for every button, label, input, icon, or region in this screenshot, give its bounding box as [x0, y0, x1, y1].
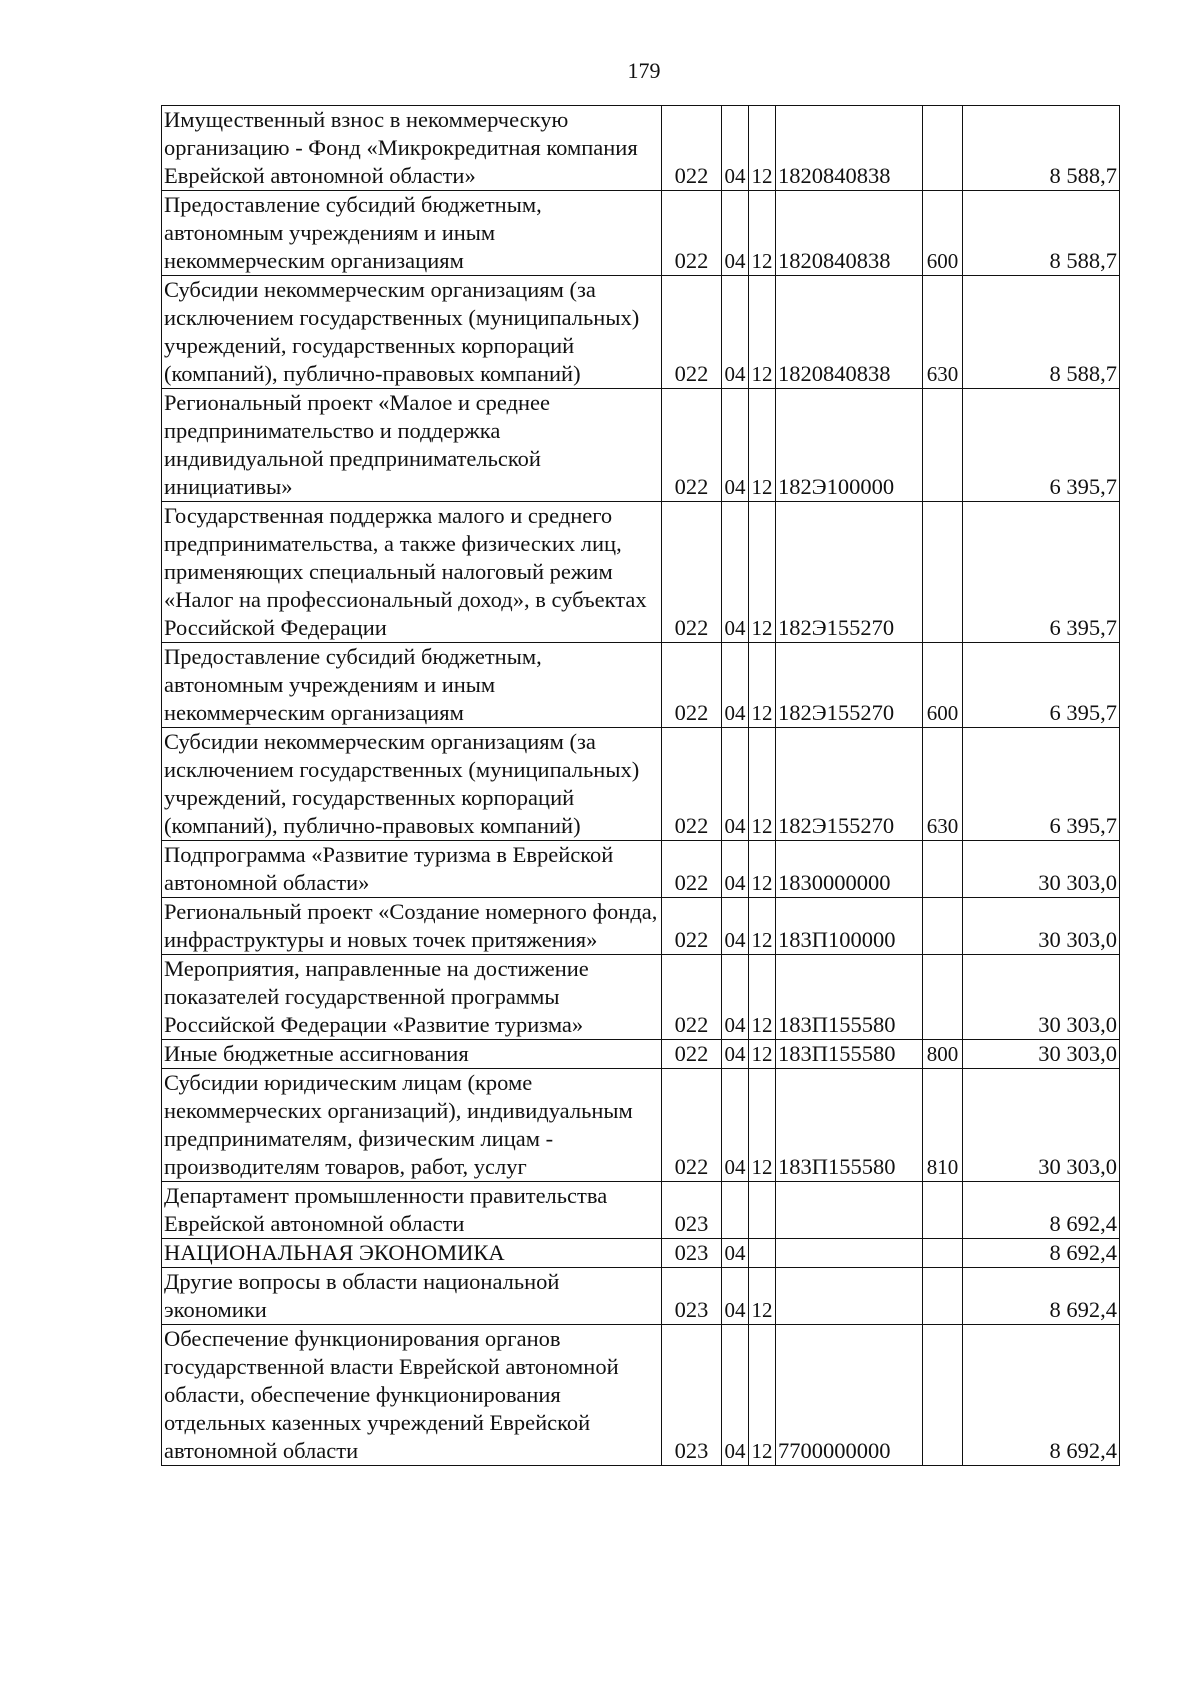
row-section-code: 04 — [722, 841, 749, 898]
row-subsection-code: 12 — [749, 1069, 776, 1182]
row-target-code: 182Э155270 — [776, 502, 923, 643]
table-row — [162, 1182, 1120, 1239]
row-target-code: 1830000000 — [776, 841, 923, 898]
row-expense-type — [923, 1239, 963, 1268]
row-admin-code: 022 — [662, 502, 722, 643]
row-admin-code: 022 — [662, 728, 722, 841]
row-expense-type — [923, 106, 963, 191]
row-name: НАЦИОНАЛЬНАЯ ЭКОНОМИКА — [162, 1239, 662, 1268]
row-target-code: 183П100000 — [776, 898, 923, 955]
row-target-code: 183П155580 — [776, 1040, 923, 1069]
row-expense-type — [923, 841, 963, 898]
row-name: Региональный проект «Создание номерного фонда, инфраструктуры и новых точек притяжения» — [162, 898, 662, 955]
row-name: Предоставление субсидий бюджетным, автономным учреждениям и иным некоммерческим организациям — [162, 191, 662, 276]
row-name: Обеспечение функционирования органов государственной власти Еврейской автономной области, обеспечение функционирования отдельных казенных учреждений Еврейской автономной области — [162, 1325, 662, 1466]
table-row — [162, 1268, 1120, 1325]
row-section-code: 04 — [722, 955, 749, 1040]
row-section-code: 04 — [722, 191, 749, 276]
row-expense-type: 600 — [923, 191, 963, 276]
row-name: Предоставление субсидий бюджетным, автономным учреждениям и иным некоммерческим организациям — [162, 643, 662, 728]
row-section-code — [722, 1182, 749, 1239]
row-expense-type: 800 — [923, 1040, 963, 1069]
row-section-code: 04 — [722, 1239, 749, 1268]
row-target-code: 182Э155270 — [776, 643, 923, 728]
row-target-code — [776, 1182, 923, 1239]
row-admin-code: 022 — [662, 841, 722, 898]
row-name: Государственная поддержка малого и среднего предпринимательства, а также физических лиц, применяющих специальный налоговый режим «Налог на профессиональный доход», в субъектах Российской Федерации — [162, 502, 662, 643]
budget-table-body — [162, 106, 1120, 1466]
row-subsection-code — [749, 1239, 776, 1268]
row-name: Департамент промышленности правительства Еврейской автономной области — [162, 1182, 662, 1239]
row-amount: 8 588,7 — [963, 191, 1120, 276]
row-name: Имущественный взнос в некоммерческую организацию - Фонд «Микрокредитная компания Еврейской автономной области» — [162, 106, 662, 191]
row-section-code: 04 — [722, 1040, 749, 1069]
row-target-code: 1820840838 — [776, 191, 923, 276]
table-row — [162, 1325, 1120, 1466]
row-target-code: 7700000000 — [776, 1325, 923, 1466]
row-subsection-code — [749, 1182, 776, 1239]
row-admin-code: 022 — [662, 106, 722, 191]
row-target-code: 183П155580 — [776, 1069, 923, 1182]
row-name: Подпрограмма «Развитие туризма в Еврейской автономной области» — [162, 841, 662, 898]
row-section-code: 04 — [722, 389, 749, 502]
row-expense-type: 600 — [923, 643, 963, 728]
row-name: Региональный проект «Малое и среднее предпринимательство и поддержка индивидуальной предпринимательской инициативы» — [162, 389, 662, 502]
row-name: Субсидии некоммерческим организациям (за исключением государственных (муниципальных) учреждений, государственных корпораций (компаний), публично-правовых компаний) — [162, 728, 662, 841]
table-row — [162, 643, 1120, 728]
table-row — [162, 502, 1120, 643]
row-name: Субсидии юридическим лицам (кроме некоммерческих организаций), индивидуальным предпринимателям, физическим лицам - производителям товаров, работ, услуг — [162, 1069, 662, 1182]
row-name: Мероприятия, направленные на достижение показателей государственной программы Российской Федерации «Развитие туризма» — [162, 955, 662, 1040]
row-name: Иные бюджетные ассигнования — [162, 1040, 662, 1069]
row-amount: 8 692,4 — [963, 1268, 1120, 1325]
row-section-code: 04 — [722, 1069, 749, 1182]
row-subsection-code: 12 — [749, 502, 776, 643]
row-expense-type — [923, 1325, 963, 1466]
table-row — [162, 389, 1120, 502]
row-subsection-code: 12 — [749, 1325, 776, 1466]
row-subsection-code: 12 — [749, 728, 776, 841]
row-amount: 30 303,0 — [963, 841, 1120, 898]
table-row — [162, 1239, 1120, 1268]
row-amount: 30 303,0 — [963, 1069, 1120, 1182]
table-row — [162, 841, 1120, 898]
row-target-code: 182Э100000 — [776, 389, 923, 502]
table-row — [162, 1040, 1120, 1069]
row-amount: 8 588,7 — [963, 276, 1120, 389]
table-row — [162, 191, 1120, 276]
row-subsection-code: 12 — [749, 1040, 776, 1069]
row-amount: 30 303,0 — [963, 1040, 1120, 1069]
row-expense-type — [923, 502, 963, 643]
row-amount: 8 588,7 — [963, 106, 1120, 191]
row-section-code: 04 — [722, 502, 749, 643]
page-number: 179 — [627, 58, 661, 83]
row-section-code: 04 — [722, 106, 749, 191]
row-subsection-code: 12 — [749, 191, 776, 276]
row-admin-code: 022 — [662, 1069, 722, 1182]
row-expense-type — [923, 389, 963, 502]
row-amount: 6 395,7 — [963, 728, 1120, 841]
row-admin-code: 023 — [662, 1239, 722, 1268]
row-admin-code: 022 — [662, 1040, 722, 1069]
row-expense-type — [923, 1182, 963, 1239]
row-amount: 30 303,0 — [963, 955, 1120, 1040]
table-row — [162, 728, 1120, 841]
row-amount: 6 395,7 — [963, 389, 1120, 502]
table-row — [162, 106, 1120, 191]
row-admin-code: 022 — [662, 955, 722, 1040]
table-row — [162, 898, 1120, 955]
row-subsection-code: 12 — [749, 389, 776, 502]
row-section-code: 04 — [722, 1325, 749, 1466]
row-name: Субсидии некоммерческим организациям (за исключением государственных (муниципальных) учреждений, государственных корпораций (компаний), публично-правовых компаний) — [162, 276, 662, 389]
row-admin-code: 023 — [662, 1182, 722, 1239]
row-expense-type — [923, 1268, 963, 1325]
row-amount: 6 395,7 — [963, 502, 1120, 643]
row-target-code — [776, 1239, 923, 1268]
row-expense-type: 810 — [923, 1069, 963, 1182]
row-amount: 8 692,4 — [963, 1182, 1120, 1239]
row-amount: 30 303,0 — [963, 898, 1120, 955]
row-admin-code: 023 — [662, 1325, 722, 1466]
row-name: Другие вопросы в области национальной экономики — [162, 1268, 662, 1325]
row-section-code: 04 — [722, 643, 749, 728]
row-subsection-code: 12 — [749, 276, 776, 389]
row-section-code: 04 — [722, 728, 749, 841]
budget-table — [161, 105, 1120, 1466]
row-expense-type: 630 — [923, 276, 963, 389]
row-subsection-code: 12 — [749, 955, 776, 1040]
row-subsection-code: 12 — [749, 898, 776, 955]
row-target-code: 182Э155270 — [776, 728, 923, 841]
row-target-code: 1820840838 — [776, 106, 923, 191]
row-subsection-code: 12 — [749, 106, 776, 191]
row-target-code: 183П155580 — [776, 955, 923, 1040]
row-section-code: 04 — [722, 898, 749, 955]
row-amount: 8 692,4 — [963, 1239, 1120, 1268]
table-row — [162, 276, 1120, 389]
row-admin-code: 022 — [662, 643, 722, 728]
row-expense-type: 630 — [923, 728, 963, 841]
row-subsection-code: 12 — [749, 1268, 776, 1325]
row-target-code: 1820840838 — [776, 276, 923, 389]
row-section-code: 04 — [722, 1268, 749, 1325]
row-expense-type — [923, 898, 963, 955]
row-admin-code: 022 — [662, 898, 722, 955]
row-expense-type — [923, 955, 963, 1040]
row-amount: 6 395,7 — [963, 643, 1120, 728]
table-row — [162, 1069, 1120, 1182]
row-admin-code: 023 — [662, 1268, 722, 1325]
row-subsection-code: 12 — [749, 841, 776, 898]
row-admin-code: 022 — [662, 191, 722, 276]
row-subsection-code: 12 — [749, 643, 776, 728]
table-row — [162, 955, 1120, 1040]
row-admin-code: 022 — [662, 389, 722, 502]
row-amount: 8 692,4 — [963, 1325, 1120, 1466]
row-section-code: 04 — [722, 276, 749, 389]
row-target-code — [776, 1268, 923, 1325]
row-admin-code: 022 — [662, 276, 722, 389]
